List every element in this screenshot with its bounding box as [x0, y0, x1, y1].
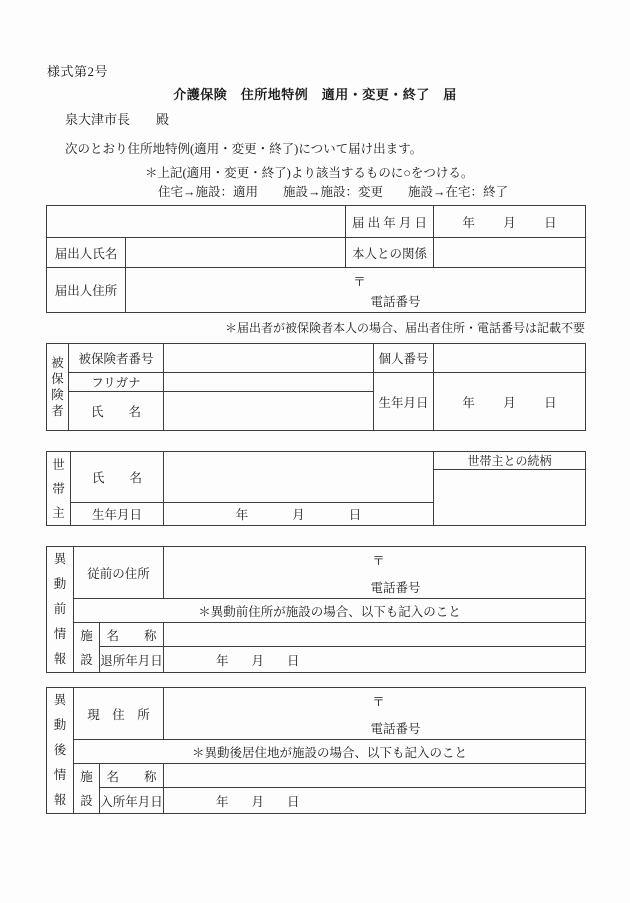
household-birthdate-label: 生年月日: [71, 503, 164, 526]
personal-number-label: 個人番号: [374, 344, 434, 373]
leave-date-label: 退所年月日: [100, 647, 164, 673]
household-relation-label: 世帯主との続柄: [434, 452, 586, 470]
applicant-note: ＊届出者が被保険者本人の場合、届出者住所・電話番号は記載不要: [224, 321, 585, 335]
insured-number-row: [47, 344, 586, 373]
year-unit: 年: [216, 794, 229, 809]
after-facility-note: ＊異動後居住地が施設の場合、以下も記入のこと: [74, 740, 586, 764]
facility-group-label: [74, 623, 100, 673]
applicant-name-row: [47, 238, 586, 268]
insured-name-field: [164, 392, 374, 431]
insured-birthdate-field: [434, 373, 586, 431]
household-header-row: [47, 452, 586, 470]
phone-number-label: 電話番号: [370, 580, 421, 595]
day-unit: 日: [287, 794, 300, 809]
enter-date-label: 入所年月日: [100, 788, 164, 814]
after-facility-name-row: [47, 764, 586, 788]
leave-date-field: [164, 647, 586, 673]
household-group-vertical-text: 世帯主: [52, 457, 65, 520]
furigana-field: [164, 373, 374, 392]
household-relation-field: [434, 470, 586, 526]
insured-number-field: [164, 344, 374, 373]
date-placeholder: [164, 505, 433, 523]
year-unit: 年: [462, 215, 475, 230]
postal-mark-icon: 〒: [372, 694, 385, 709]
applicant-address-row: [47, 268, 586, 313]
month-unit: 月: [251, 794, 265, 809]
circle-options: 住宅→施設：適用 施設→施設：変更 施設→在宅：終了: [158, 185, 509, 199]
month-unit: 月: [503, 215, 516, 230]
address-field-layout: [164, 548, 585, 598]
postal-mark-icon: 〒: [353, 274, 366, 289]
date-placeholder: [434, 213, 585, 231]
before-facility-name-row: [47, 623, 586, 647]
date-placeholder: [164, 651, 585, 669]
after-move-vertical-text: 異動後情報: [53, 693, 67, 807]
previous-address-field: [164, 547, 586, 599]
day-unit: 日: [287, 653, 300, 668]
facility-name-field: [164, 623, 586, 647]
applicant-address-label: 届出人住所: [47, 268, 126, 313]
year-unit: 年: [235, 508, 249, 522]
household-name-label: 氏 名: [71, 452, 164, 503]
facility-name-label: 名 称: [100, 623, 164, 647]
before-move-vertical-text: 異動前情報: [53, 552, 67, 666]
year-unit: 年: [462, 395, 475, 410]
month-unit: 月: [292, 508, 305, 522]
insured-birthdate-label: 生年月日: [374, 373, 434, 431]
insured-name-label: 氏 名: [69, 392, 164, 431]
insured-number-label: 被保険者番号: [69, 344, 164, 373]
insured-group-vertical-text: 被保険者: [51, 356, 64, 418]
after-facility-note-row: [47, 740, 586, 764]
household-name-field: [164, 452, 434, 503]
applicant-name-field: [126, 238, 346, 268]
intro-sentence: 次のとおり住所地特例(適用・変更・終了)について届け出ます。: [65, 142, 423, 156]
addressee-honorific: 殿: [156, 112, 170, 127]
applicant-table: [46, 205, 586, 313]
report-date-field: [434, 206, 586, 238]
before-move-group-label: [47, 547, 74, 673]
previous-address-label: 従前の住所: [74, 547, 164, 599]
year-unit: 年: [216, 653, 229, 668]
before-move-table: [46, 546, 586, 673]
circle-instruction: ＊上記(適用・変更・終了)より該当するものに○をつける。: [145, 166, 474, 180]
insured-table: [46, 343, 586, 431]
applicant-address-field: [126, 268, 586, 313]
date-placeholder: [164, 792, 585, 810]
address-field-layout: [126, 269, 585, 312]
day-unit: 日: [348, 508, 362, 522]
postal-mark-icon: 〒: [372, 553, 385, 568]
leave-date-row: [47, 647, 586, 673]
previous-address-row: [47, 547, 586, 599]
spacer-cell: [47, 206, 346, 238]
phone-number-label: 電話番号: [370, 294, 421, 309]
day-unit: 日: [544, 215, 557, 230]
report-date-row: [47, 206, 586, 238]
facility-name-label: 名 称: [100, 764, 164, 788]
enter-date-row: [47, 788, 586, 814]
facility-vertical-text: 施設: [80, 628, 93, 667]
facility-vertical-text: 施設: [80, 769, 93, 808]
after-move-group-label: [47, 688, 74, 814]
phone-number-label: 電話番号: [370, 721, 421, 736]
day-unit: 日: [544, 395, 557, 410]
personal-number-field: [434, 344, 586, 373]
date-placeholder: [434, 393, 585, 411]
after-move-table: [46, 687, 586, 814]
household-birthdate-field: [164, 503, 434, 526]
household-table: [46, 451, 586, 526]
current-address-label: 現 住 所: [74, 688, 164, 740]
report-date-label: 届 出 年 月 日: [346, 206, 434, 238]
address-field-layout: [164, 689, 585, 739]
month-unit: 月: [503, 395, 516, 410]
furigana-row: [47, 373, 586, 392]
before-facility-note: ＊異動前住所が施設の場合、以下も記入のこと: [74, 599, 586, 623]
form-number: 様式第2号: [47, 64, 109, 79]
facility-group-label: [74, 764, 100, 814]
enter-date-field: [164, 788, 586, 814]
before-facility-note-row: [47, 599, 586, 623]
facility-name-field: [164, 764, 586, 788]
page-title: 介護保険 住所地特例 適用・変更・終了 届: [173, 87, 457, 102]
addressee-line: [65, 109, 169, 128]
household-group-label: [47, 452, 71, 526]
addressee-name: 泉大津市長: [65, 112, 131, 127]
relation-label: 本人との関係: [346, 238, 434, 268]
relation-field: [434, 238, 586, 268]
current-address-field: [164, 688, 586, 740]
insured-group-label: [47, 344, 69, 431]
current-address-row: [47, 688, 586, 740]
applicant-name-label: 届出人氏名: [47, 238, 126, 268]
month-unit: 月: [251, 653, 265, 668]
furigana-label: フリガナ: [69, 373, 164, 392]
